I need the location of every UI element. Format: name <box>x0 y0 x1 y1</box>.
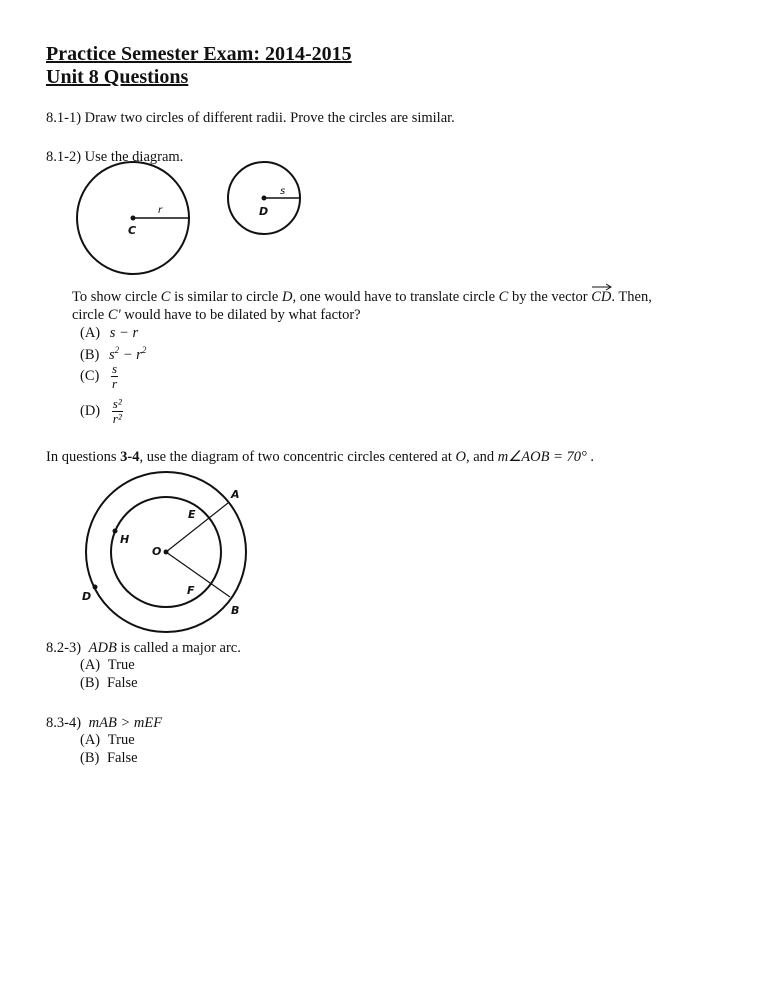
intro-text: In questions <box>46 449 121 465</box>
intro-text: . <box>586 449 595 465</box>
intro-text: , use the diagram of two concentric circles centered at <box>139 449 456 465</box>
denominator: r² <box>112 411 122 426</box>
option-label: (C) <box>80 367 100 384</box>
prompt-text: would have to be dilated by what factor? <box>120 307 361 323</box>
vector-arrow-icon <box>591 283 613 291</box>
concentric-figure <box>0 470 300 640</box>
base: r <box>136 346 142 363</box>
option-label: (A) <box>80 657 101 673</box>
intro-angle: m∠AOB = 70° <box>497 449 587 465</box>
operator: − <box>119 346 137 363</box>
intro-questions-3-4 <box>46 449 594 466</box>
prompt-c: C <box>160 289 171 305</box>
option-value: True <box>107 732 135 748</box>
circles-figure <box>0 0 768 300</box>
concentric-circles-diagram <box>0 470 300 640</box>
question-8-3-4 <box>46 715 162 732</box>
prompt-text: To show circle <box>72 289 161 305</box>
q2-prompt-line2 <box>72 307 361 324</box>
label-r: r <box>158 205 163 216</box>
intro-text: , and <box>465 449 498 465</box>
question-number: 8.3-4) <box>46 715 82 731</box>
label-e: E <box>188 508 196 521</box>
label-b: B <box>231 604 240 617</box>
q4-option-b <box>80 750 138 767</box>
fraction <box>111 362 118 391</box>
label-d: D <box>82 590 92 603</box>
prompt-text: is similar to circle <box>170 289 282 305</box>
question-8-1-1: 8.1-1) Draw two circles of different radii. Prove the circles are similar. <box>46 110 455 126</box>
option-label: (A) <box>80 325 101 341</box>
prompt-text: . Then, <box>611 289 652 305</box>
q2-prompt-line1 <box>72 289 652 306</box>
numerator: s <box>111 361 118 376</box>
prompt-text: by the vector <box>508 289 592 305</box>
option-label: (B) <box>80 675 100 691</box>
label-c: C <box>128 224 137 237</box>
option-value: True <box>107 657 135 673</box>
exponent: 2 <box>141 345 147 355</box>
q2-option-c <box>80 362 118 391</box>
intro-center: O <box>455 449 466 465</box>
option-label: (B) <box>80 346 100 363</box>
question-number: 8.2-3) <box>46 640 82 656</box>
prompt-text: , one would have to translate circle <box>292 289 499 305</box>
prompt-c-prime: C' <box>107 307 121 323</box>
label-f: F <box>187 584 195 597</box>
label-s: s <box>280 186 286 197</box>
fraction <box>112 397 123 426</box>
prompt-d: D <box>282 289 293 305</box>
option-label: (D) <box>80 402 101 419</box>
option-label: (A) <box>80 732 101 748</box>
two-circles-diagram <box>0 0 768 300</box>
page-title: Practice Semester Exam: 2014-2015 <box>46 43 352 65</box>
question-8-2-3 <box>46 640 241 657</box>
q3-option-a <box>80 657 135 674</box>
question-text: is called a major arc. <box>116 640 241 656</box>
label-o: O <box>152 545 162 558</box>
page-subtitle: Unit 8 Questions <box>46 66 189 88</box>
q2-option-d <box>80 397 123 426</box>
base: s <box>108 346 115 363</box>
q4-option-a <box>80 732 135 749</box>
label-a: A <box>231 488 240 501</box>
denominator: r <box>111 376 118 391</box>
question-8-1-2: 8.1-2) Use the diagram. <box>46 149 184 165</box>
option-label: (B) <box>80 750 100 766</box>
q2-option-a <box>80 325 138 342</box>
option-value: False <box>106 675 138 691</box>
q3-option-b <box>80 675 138 692</box>
intro-bold: 3-4 <box>120 449 140 465</box>
prompt-text: circle <box>72 307 108 323</box>
option-value: False <box>106 750 138 766</box>
label-d: D <box>259 205 269 218</box>
label-h: H <box>120 533 130 546</box>
vector-label: CD <box>591 289 612 305</box>
arc-name: ADB <box>88 640 117 656</box>
vector-cd <box>591 289 611 305</box>
numerator: s² <box>112 396 122 411</box>
question-expression: mAB > mEF <box>88 715 163 731</box>
exponent: 2 <box>114 345 120 355</box>
prompt-c: C <box>498 289 509 305</box>
option-value: s − r <box>109 325 139 341</box>
